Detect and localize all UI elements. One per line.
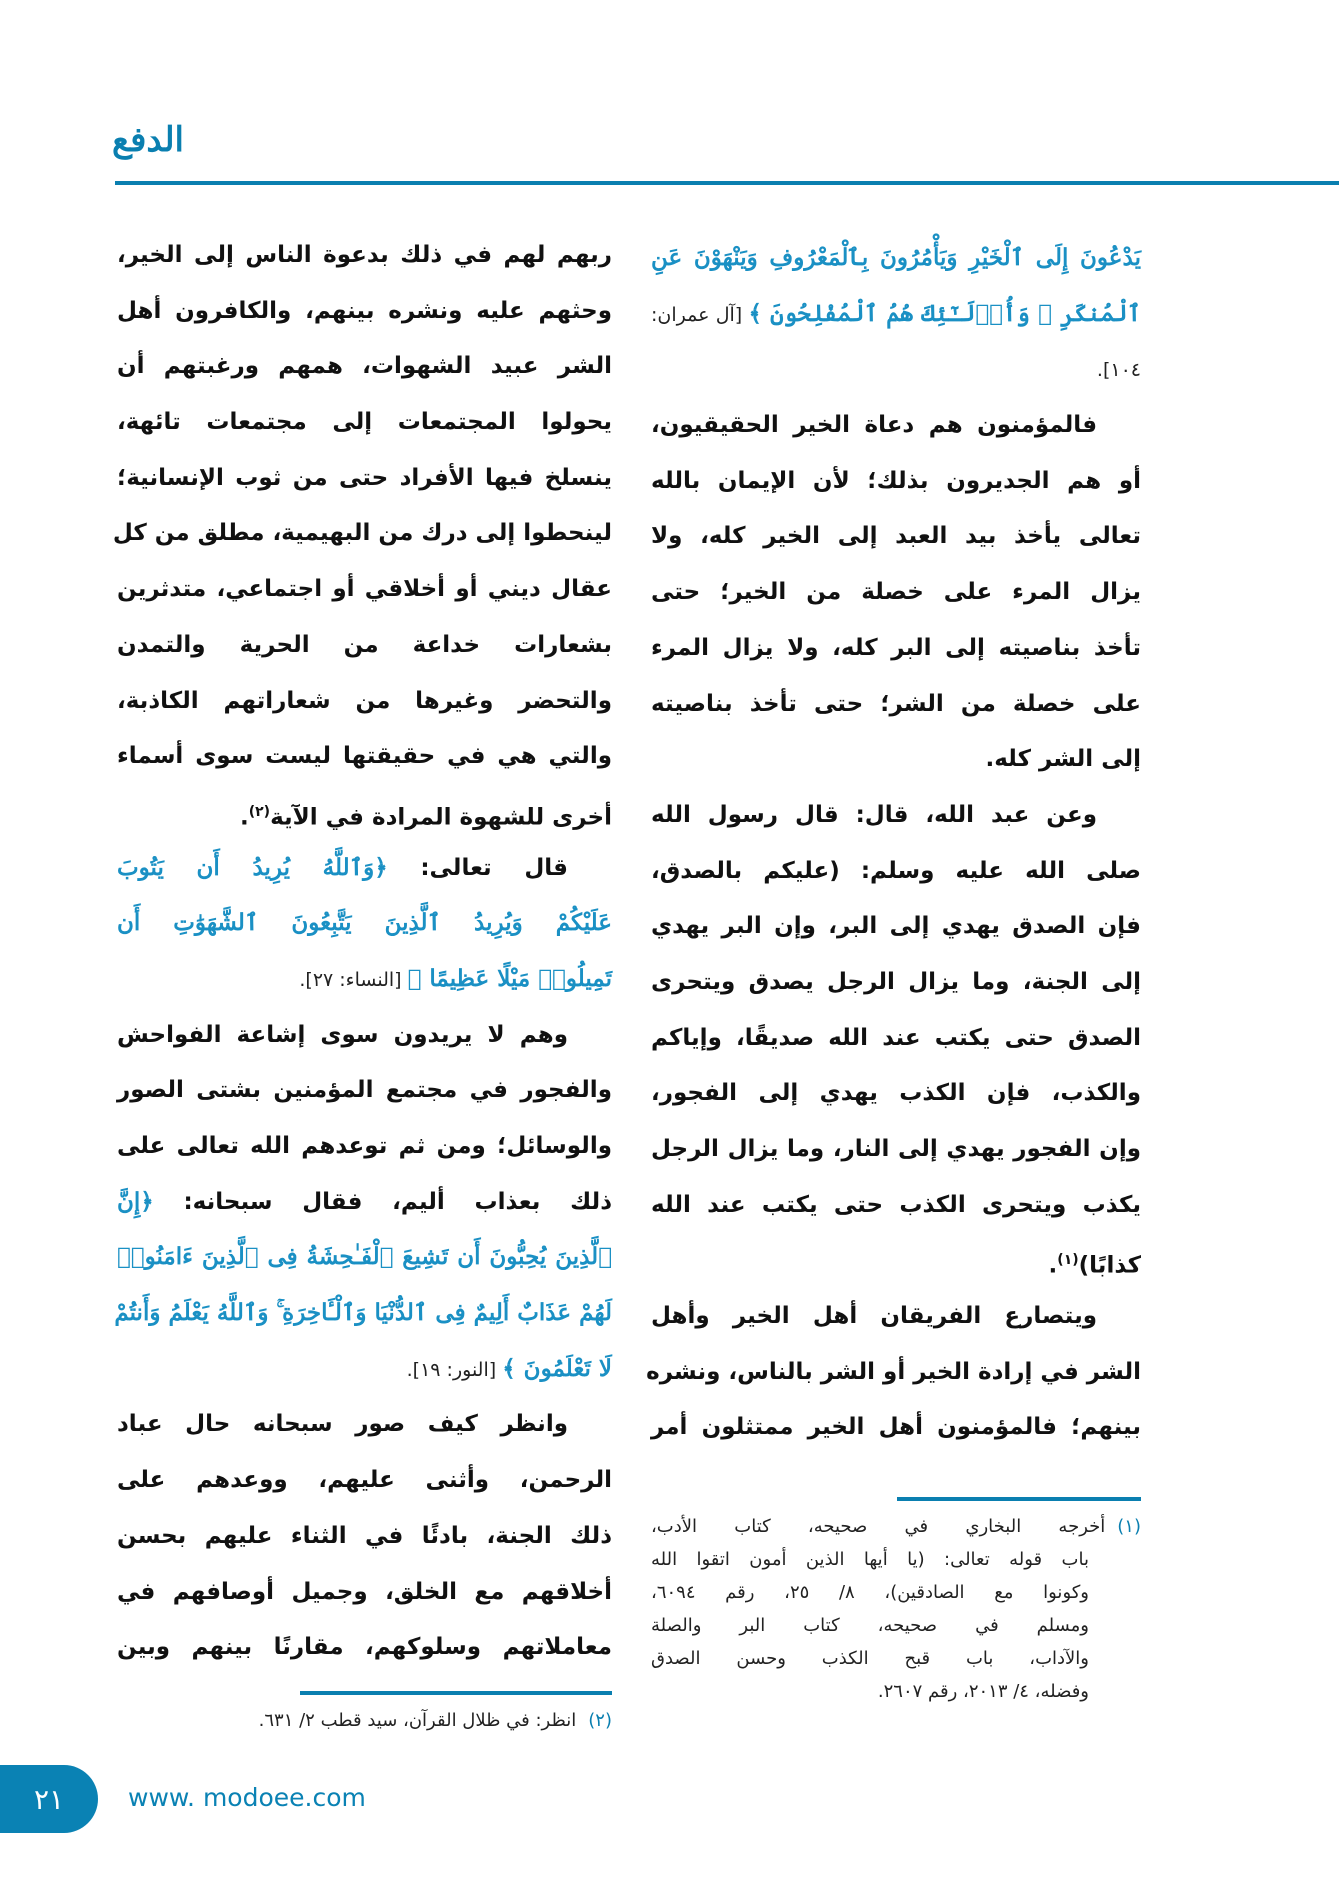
- body-text: معاملاتهم وسلوكهم، مقارنًا بينهم وبين: [117, 1634, 612, 1661]
- text-line: [651, 403, 1141, 459]
- footnote-text: ومسلم في صحيحه، كتاب البر والصلة: [651, 1615, 1089, 1636]
- text-line: [117, 1458, 612, 1514]
- footnote-separator-right: [897, 1497, 1141, 1501]
- text-line: [117, 734, 612, 790]
- body-text: عقال ديني أو أخلاقي أو اجتماعي، متدثرين: [117, 576, 612, 603]
- text-line: [117, 400, 612, 456]
- footnote-line: [651, 1644, 1141, 1677]
- text-line: [651, 236, 1141, 292]
- text-line: [651, 347, 1141, 403]
- quran-verse-text: ٱلَّذِينَ يُحِبُّونَ أَن تَشِيعَ ٱلْفَـٰحِشَةُ فِى ٱلَّذِينَ ءَامَنُوا۟: [117, 1243, 612, 1271]
- text-line: [112, 511, 612, 567]
- text-line: [651, 459, 1141, 515]
- footnote-text: أخرجه البخاري في صحيحه، كتاب الأدب،: [651, 1516, 1106, 1537]
- text-line: [651, 514, 1141, 570]
- text-line: [651, 1405, 1141, 1461]
- footnote-text: والآداب، باب قبح الكذب وحسن الصدق: [651, 1648, 1089, 1669]
- body-text: لينحطوا إلى درك من البهيمية، مطلق من كل: [112, 520, 612, 547]
- body-text: والكذب، فإن الكذب يهدي إلى الفجور،: [651, 1080, 1141, 1107]
- body-text: والتي هي في حقيقتها ليست سوى أسماء: [117, 743, 612, 770]
- body-text: بينهم؛ فالمؤمنون أهل الخير ممتثلون أمر: [651, 1414, 1141, 1441]
- page-number: ٢١: [33, 1782, 65, 1816]
- text-line: [651, 1016, 1141, 1072]
- text-line: [651, 570, 1141, 626]
- footnote-text: باب قوله تعالى: (يا أيها الذين أمون اتقوا الله: [651, 1549, 1089, 1570]
- body-text: يكذب ويتحرى الكذب حتى يكتب عند الله: [651, 1191, 1141, 1218]
- verse-reference: [آل عمران:: [651, 303, 749, 326]
- text-line: [651, 682, 1141, 738]
- quran-verse-text: عَلَيْكُمْ وَيُرِيدُ ٱلَّذِينَ يَتَّبِعُونَ ٱلشَّهَوَٰتِ أَن: [117, 909, 612, 937]
- footnote-marker[interactable]: (١): [1057, 1252, 1079, 1269]
- text-line: [117, 1402, 612, 1458]
- body-text: ذلك الجنة، بادئًا في الثناء عليهم بحسن: [117, 1522, 612, 1549]
- text-line: [117, 456, 612, 512]
- body-text: والفجور في مجتمع المؤمنين بشتى الصور: [117, 1077, 612, 1104]
- text-line: [117, 846, 612, 902]
- footnote-line: [651, 1512, 1141, 1545]
- body-text: وهم لا يريدون سوى إشاعة الفواحش: [117, 1021, 568, 1048]
- text-line: [117, 233, 612, 289]
- text-line: [651, 1238, 1141, 1294]
- text-line: [117, 1235, 612, 1291]
- body-text: أخلاقهم مع الخلق، وجميل أوصافهم في: [117, 1578, 612, 1605]
- body-text: ربهم لهم في ذلك بدعوة الناس إلى الخير،: [117, 242, 612, 268]
- body-text: أخرى للشهوة المرادة في الآية: [270, 804, 612, 831]
- footnote-text: وكونوا مع الصادقين)، ٨/ ٢٥، رقم ٦٠٩٤،: [651, 1582, 1089, 1603]
- body-text: إلى الجنة، وما يزال الرجل يصدق ويتحرى: [651, 968, 1141, 995]
- footnote-line: [651, 1545, 1141, 1578]
- text-line: [651, 1071, 1141, 1127]
- quran-verse-text: تَمِيلُوا۟ مَيْلًا عَظِيمًا ﴾: [407, 964, 612, 992]
- quran-verse-text: يَدْعُونَ إِلَى ٱلْخَيْرِ وَيَأْمُرُونَ بِٱلْمَعْرُوفِ وَيَنْهَوْنَ عَنِ: [651, 244, 1141, 271]
- text-line: [651, 849, 1141, 905]
- body-text: كذابًا): [1078, 1253, 1141, 1280]
- footnote-line: [651, 1578, 1141, 1611]
- verse-reference: ١٠٤].: [1096, 359, 1141, 382]
- text-line: [117, 344, 612, 400]
- body-text: وعن عبد الله، قال: قال رسول الله: [651, 801, 1097, 828]
- text-line: [117, 289, 612, 345]
- text-line: [117, 1124, 612, 1180]
- text-line: [651, 292, 1141, 348]
- body-text: ويتصارع الفريقان أهل الخير وأهل: [651, 1303, 1097, 1330]
- footnote-text: وفضله، ٤/ ٢٠١٣، رقم ٢٦٠٧.: [877, 1681, 1089, 1702]
- text-line: [117, 1068, 612, 1124]
- text-line: [117, 790, 612, 846]
- body-text: تأخذ بناصيته إلى البر كله، ولا يزال المرء: [651, 634, 1141, 661]
- body-text: الرحمن، وأثنى عليهم، ووعدهم على: [117, 1467, 612, 1494]
- text-line: [117, 623, 612, 679]
- body-text: إلى الشر كله.: [985, 746, 1141, 773]
- body-text: الشر في إرادة الخير أو الشر بالناس، ونشره: [646, 1358, 1141, 1385]
- body-text: يزال المرء على خصلة من الخير؛ حتى: [651, 579, 1141, 606]
- body-text: وانظر كيف صور سبحانه حال عباد: [117, 1411, 568, 1438]
- footnote-1: [651, 1512, 1141, 1710]
- body-text: والتحضر وغيرها من شعاراتهم الكاذبة،: [117, 687, 612, 714]
- quran-verse-text: لَا تَعْلَمُونَ ﴾: [502, 1354, 612, 1382]
- header-divider: [115, 181, 1339, 185]
- body-text: فالمؤمنون هم دعاة الخير الحقيقيون،: [651, 412, 1097, 439]
- body-text: ذلك بعذاب أليم، فقال سبحانه:: [153, 1188, 612, 1215]
- body-text: قال تعالى:: [387, 854, 568, 881]
- right-text-column: [646, 236, 1142, 1461]
- body-text: وحثهم عليه ونشره بينهم، والكافرون أهل: [117, 297, 612, 324]
- body-text: يحولوا المجتمعات إلى مجتمعات تائهة،: [117, 409, 612, 436]
- text-line: [117, 679, 612, 735]
- text-line: [651, 1183, 1141, 1239]
- text-line: [651, 904, 1141, 960]
- footnote-number: (٢): [588, 1710, 612, 1731]
- text-line: [651, 626, 1141, 682]
- verse-reference: [النور: ١٩].: [406, 1358, 503, 1381]
- left-text-column: [112, 233, 612, 1681]
- body-text: ينسلخ فيها الأفراد حتى من ثوب الإنسانية؛: [117, 464, 612, 491]
- website-link[interactable]: www. modoee.com: [128, 1783, 366, 1812]
- text-line: [651, 1127, 1141, 1183]
- footnote-marker[interactable]: (٢): [248, 803, 271, 820]
- body-text: وإن الفجور يهدي إلى النار، وما يزال الرجل: [651, 1136, 1141, 1162]
- body-text: الصدق حتى يكتب عند الله صديقًا، وإياكم: [651, 1024, 1141, 1051]
- quran-verse-text: ﴿إِنَّ: [117, 1187, 154, 1215]
- text-line: [646, 1350, 1141, 1406]
- text-line: [114, 1291, 612, 1347]
- body-text: على خصلة من الشر؛ حتى تأخذ بناصيته: [651, 690, 1141, 717]
- text-line: [117, 1347, 612, 1403]
- body-text: تعالى يأخذ بيد العبد إلى الخير كله، ولا: [651, 523, 1141, 550]
- text-line: [117, 901, 612, 957]
- text-line: [651, 960, 1141, 1016]
- footnote-2: [117, 1706, 612, 1739]
- quran-verse-text: ﴿وَٱللَّهُ يُرِيدُ أَن يَتُوبَ: [117, 853, 388, 881]
- book-logo: الدفع: [112, 120, 185, 160]
- body-text: فإن الصدق يهدي إلى البر، وإن البر يهدي: [651, 913, 1141, 940]
- text-line: [117, 1013, 612, 1069]
- text-line: [651, 793, 1141, 849]
- body-text: صلى الله عليه وسلم: (عليكم بالصدق،: [651, 857, 1141, 884]
- footnote-number: (١): [1117, 1516, 1141, 1537]
- body-text: .: [1048, 1253, 1058, 1280]
- page-number-badge: [0, 1765, 98, 1833]
- footnote-text: انظر: في ظلال القرآن، سيد قطب ٢/ ٦٣١.: [258, 1710, 577, 1731]
- text-line: [651, 737, 1141, 793]
- text-line: [651, 1294, 1141, 1350]
- text-line: [117, 1514, 612, 1570]
- text-line: [117, 567, 612, 623]
- text-line: [117, 1625, 612, 1681]
- footnote-line: [651, 1677, 1141, 1710]
- footnote-separator-left: [300, 1691, 612, 1695]
- text-line: [117, 1570, 612, 1626]
- body-text: بشعارات خداعة من الحرية والتمدن: [117, 631, 612, 658]
- footnote-line: [117, 1706, 612, 1739]
- quran-verse-text: لَهُمْ عَذَابٌ أَلِيمٌ فِى ٱلدُّنْيَا وَٱلْـَٔاخِرَةِ ۚ وَٱللَّهُ يَعْلَمُ وَأَنتُمْ: [114, 1299, 612, 1327]
- text-line: [117, 957, 612, 1013]
- body-text: الشر عبيد الشهوات، همهم ورغبتهم أن: [117, 353, 612, 380]
- body-text: .: [239, 804, 249, 831]
- quran-verse-text: ٱلْمُنكَرِ ۚ وَأُو۟لَـٰٓئِكَ هُمُ ٱلْمُفْلِحُونَ ﴾: [748, 299, 1142, 327]
- verse-reference: [النساء: ٢٧].: [299, 968, 408, 991]
- body-text: أو هم الجديرون بذلك؛ لأن الإيمان بالله: [651, 467, 1141, 494]
- body-text: والوسائل؛ ومن ثم توعدهم الله تعالى على: [117, 1133, 612, 1159]
- text-line: [117, 1180, 612, 1236]
- footnote-line: [651, 1611, 1141, 1644]
